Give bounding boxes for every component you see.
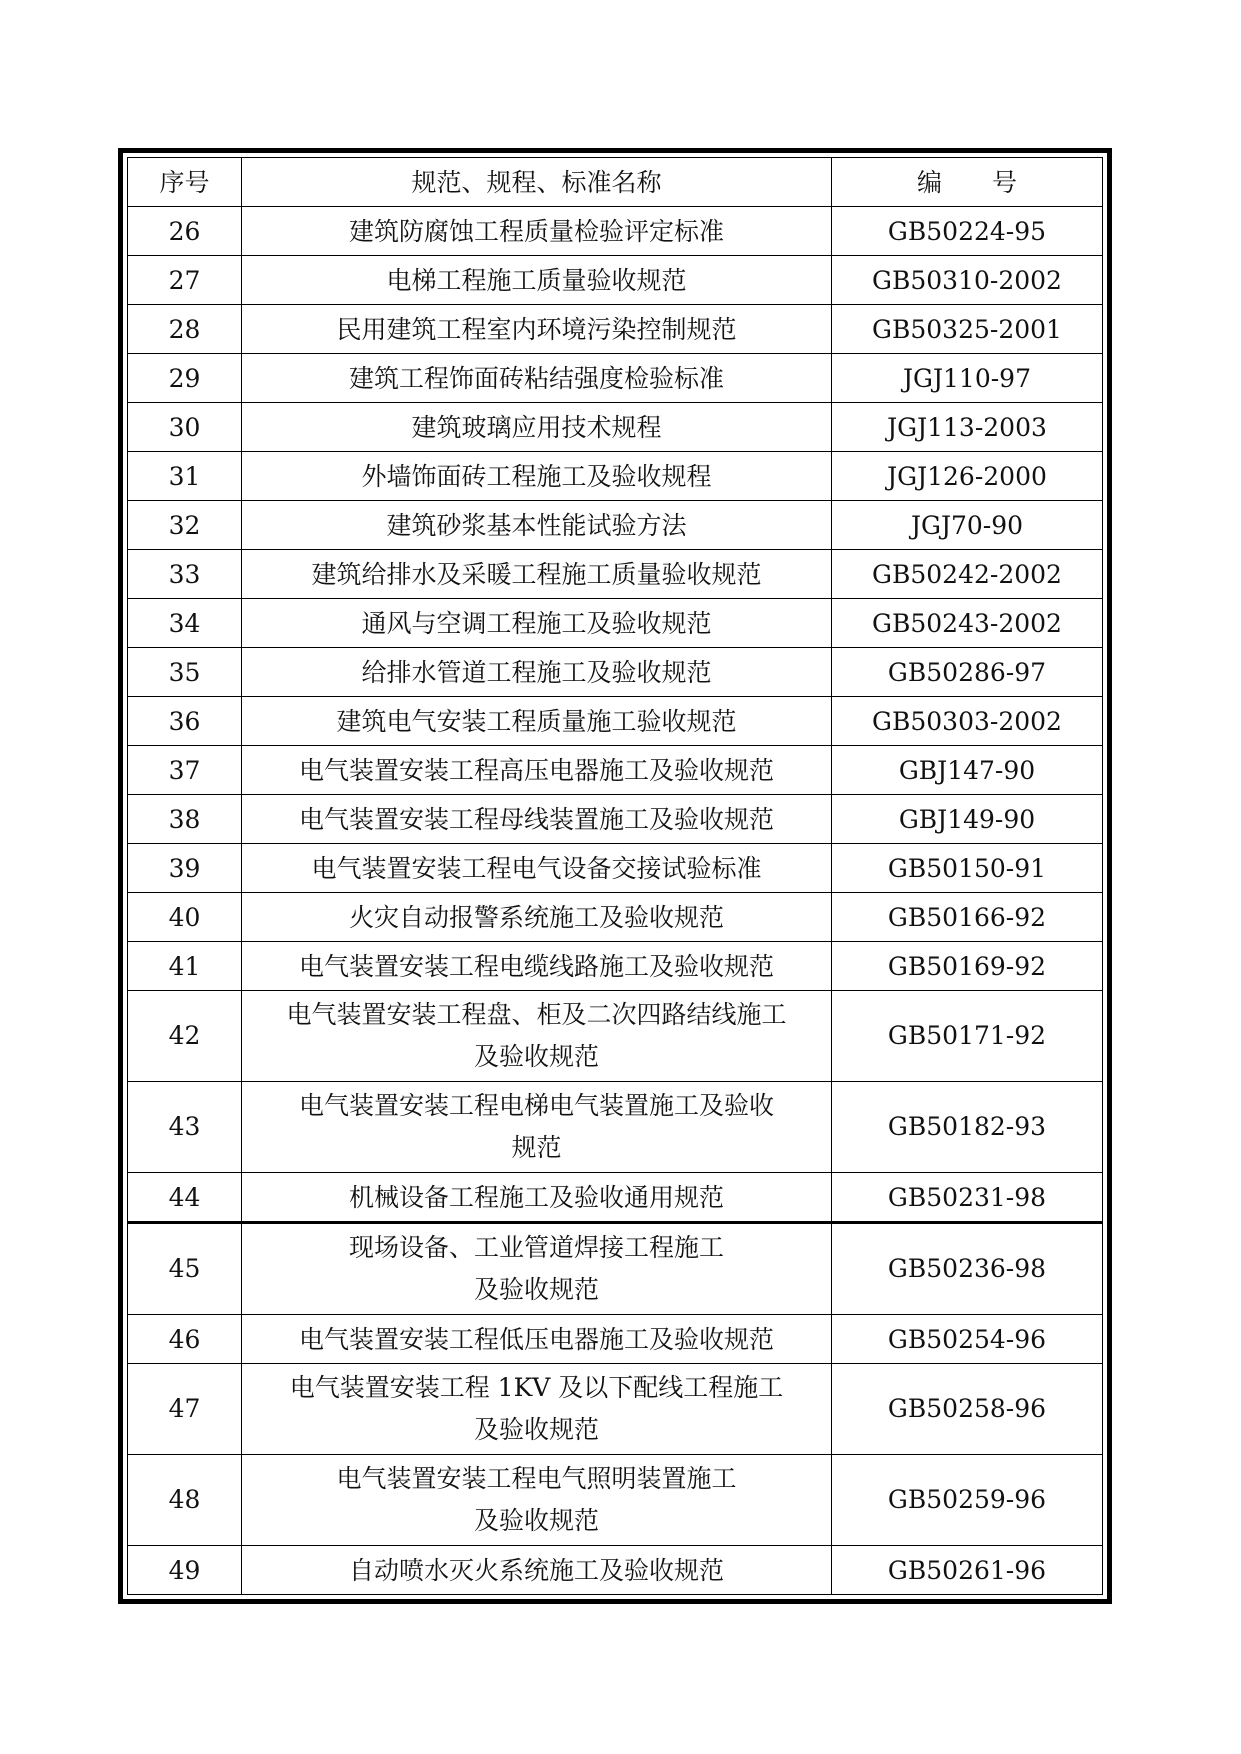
row-standard-name: 电气装置安装工程母线装置施工及验收规范 (242, 795, 832, 844)
row-number: 34 (128, 599, 242, 648)
row-standard-name: 电气装置安装工程盘、柜及二次四路结线施工 及验收规范 (242, 991, 832, 1082)
header-code: 编 号 (832, 158, 1103, 207)
row-number: 45 (128, 1223, 242, 1315)
row-standard-code: GB50261-96 (832, 1546, 1103, 1595)
row-standard-name: 建筑玻璃应用技术规程 (242, 403, 832, 452)
table-row (128, 1173, 1103, 1223)
table-row (128, 501, 1103, 550)
table-row (128, 697, 1103, 746)
row-standard-name: 给排水管道工程施工及验收规范 (242, 648, 832, 697)
row-standard-code: GB50182-93 (832, 1082, 1103, 1173)
row-number: 46 (128, 1315, 242, 1364)
row-standard-name: 火灾自动报警系统施工及验收规范 (242, 893, 832, 942)
row-number: 28 (128, 305, 242, 354)
row-standard-name: 建筑防腐蚀工程质量检验评定标准 (242, 207, 832, 256)
row-standard-name: 建筑给排水及采暖工程施工质量验收规范 (242, 550, 832, 599)
table-row (128, 1455, 1103, 1546)
row-standard-code: JGJ113-2003 (832, 403, 1103, 452)
row-number: 37 (128, 746, 242, 795)
table-row (128, 207, 1103, 256)
header-name: 规范、规程、标准名称 (242, 158, 832, 207)
standards-table (127, 157, 1103, 1595)
row-standard-code: GB50325-2001 (832, 305, 1103, 354)
row-standard-name: 电气装置安装工程电缆线路施工及验收规范 (242, 942, 832, 991)
row-standard-name: 自动喷水灭火系统施工及验收规范 (242, 1546, 832, 1595)
row-number: 27 (128, 256, 242, 305)
row-standard-name: 建筑砂浆基本性能试验方法 (242, 501, 832, 550)
row-standard-name: 电气装置安装工程电气设备交接试验标准 (242, 844, 832, 893)
row-number: 41 (128, 942, 242, 991)
row-standard-name: 通风与空调工程施工及验收规范 (242, 599, 832, 648)
table-row (128, 893, 1103, 942)
row-standard-name: 现场设备、工业管道焊接工程施工 及验收规范 (242, 1223, 832, 1315)
row-number: 26 (128, 207, 242, 256)
row-standard-name: 建筑电气安装工程质量施工验收规范 (242, 697, 832, 746)
table-row (128, 403, 1103, 452)
table-row (128, 1315, 1103, 1364)
row-standard-code: GB50236-98 (832, 1223, 1103, 1315)
row-standard-name: 电气装置安装工程 1KV 及以下配线工程施工 及验收规范 (242, 1364, 832, 1455)
row-number: 48 (128, 1455, 242, 1546)
row-number: 43 (128, 1082, 242, 1173)
row-standard-code: JGJ70-90 (832, 501, 1103, 550)
row-standard-name: 电气装置安装工程电气照明装置施工 及验收规范 (242, 1455, 832, 1546)
table-row (128, 1546, 1103, 1595)
table-row (128, 599, 1103, 648)
row-number: 32 (128, 501, 242, 550)
row-number: 38 (128, 795, 242, 844)
row-standard-name: 电气装置安装工程高压电器施工及验收规范 (242, 746, 832, 795)
row-standard-code: JGJ110-97 (832, 354, 1103, 403)
row-standard-name: 电梯工程施工质量验收规范 (242, 256, 832, 305)
row-standard-code: GB50169-92 (832, 942, 1103, 991)
row-standard-name: 外墙饰面砖工程施工及验收规程 (242, 452, 832, 501)
row-standard-code: GB50171-92 (832, 991, 1103, 1082)
row-standard-code: GB50242-2002 (832, 550, 1103, 599)
row-standard-name: 建筑工程饰面砖粘结强度检验标准 (242, 354, 832, 403)
row-standard-code: GB50303-2002 (832, 697, 1103, 746)
row-number: 31 (128, 452, 242, 501)
standards-table-frame (118, 148, 1112, 1604)
table-row (128, 305, 1103, 354)
row-number: 29 (128, 354, 242, 403)
table-row (128, 1223, 1103, 1315)
row-standard-name: 电气装置安装工程低压电器施工及验收规范 (242, 1315, 832, 1364)
table-row (128, 844, 1103, 893)
table-row (128, 550, 1103, 599)
table-row (128, 256, 1103, 305)
row-number: 35 (128, 648, 242, 697)
table-row (128, 648, 1103, 697)
row-standard-code: GB50224-95 (832, 207, 1103, 256)
table-row (128, 1364, 1103, 1455)
row-number: 40 (128, 893, 242, 942)
row-number: 36 (128, 697, 242, 746)
row-standard-name: 机械设备工程施工及验收通用规范 (242, 1173, 832, 1223)
row-number: 47 (128, 1364, 242, 1455)
row-standard-code: GBJ147-90 (832, 746, 1103, 795)
row-number: 42 (128, 991, 242, 1082)
table-row (128, 991, 1103, 1082)
row-standard-name: 民用建筑工程室内环境污染控制规范 (242, 305, 832, 354)
row-standard-code: GB50310-2002 (832, 256, 1103, 305)
header-number: 序号 (128, 158, 242, 207)
table-body (128, 207, 1103, 1595)
row-standard-code: GB50258-96 (832, 1364, 1103, 1455)
row-number: 49 (128, 1546, 242, 1595)
row-standard-name: 电气装置安装工程电梯电气装置施工及验收 规范 (242, 1082, 832, 1173)
row-number: 39 (128, 844, 242, 893)
table-row (128, 746, 1103, 795)
row-standard-code: GB50166-92 (832, 893, 1103, 942)
row-standard-code: GB50286-97 (832, 648, 1103, 697)
row-standard-code: GB50254-96 (832, 1315, 1103, 1364)
table-row (128, 795, 1103, 844)
row-number: 30 (128, 403, 242, 452)
table-row (128, 942, 1103, 991)
table-header-row (128, 158, 1103, 207)
table-row (128, 1082, 1103, 1173)
row-standard-code: GB50150-91 (832, 844, 1103, 893)
table-row (128, 452, 1103, 501)
row-number: 33 (128, 550, 242, 599)
row-standard-code: GBJ149-90 (832, 795, 1103, 844)
row-standard-code: JGJ126-2000 (832, 452, 1103, 501)
row-standard-code: GB50259-96 (832, 1455, 1103, 1546)
row-standard-code: GB50243-2002 (832, 599, 1103, 648)
row-standard-code: GB50231-98 (832, 1173, 1103, 1223)
table-row (128, 354, 1103, 403)
row-number: 44 (128, 1173, 242, 1223)
